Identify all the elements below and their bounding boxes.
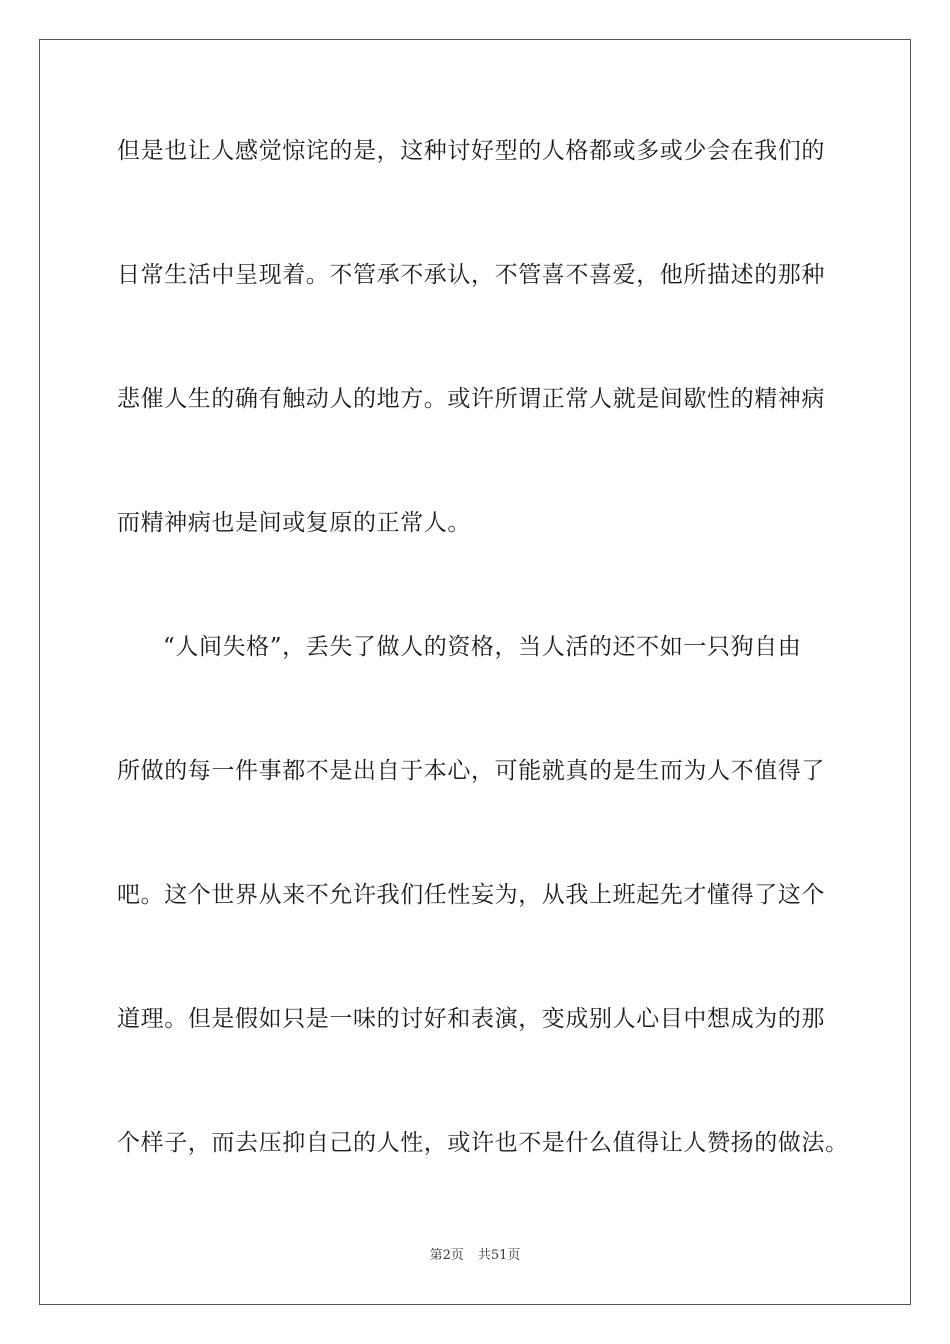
page-number: 第2页 [429,1248,464,1263]
text-line: 个样子，而去压抑自己的人性，或许也不是什么值得让人赞扬的做法。 [117,1130,849,1156]
page-total: 共51页 [477,1248,521,1263]
page-border [39,39,911,1305]
text-line: 悲催人生的确有触动人的地方。或许所谓正常人就是间歇性的精神病 [117,386,825,412]
text-line: 道理。但是假如只是一味的讨好和表演，变成别人心目中想成为的那 [117,1006,825,1032]
text-line: 而精神病也是间或复原的正常人。 [117,510,471,536]
text-line: “人间失格”，丢失了做人的资格，当人活的还不如一只狗自由 [163,634,802,660]
text-line: 日常生活中呈现着。不管承不承认，不管喜不喜爱，他所描述的那种 [117,262,825,288]
text-line: 所做的每一件事都不是出自于本心，可能就真的是生而为人不值得了 [117,758,825,784]
page-footer [0,1247,950,1265]
text-line: 吧。这个世界从来不允许我们任性妄为，从我上班起先才懂得了这个 [117,882,825,908]
text-line: 但是也让人感觉惊诧的是，这种讨好型的人格都或多或少会在我们的 [117,138,825,164]
